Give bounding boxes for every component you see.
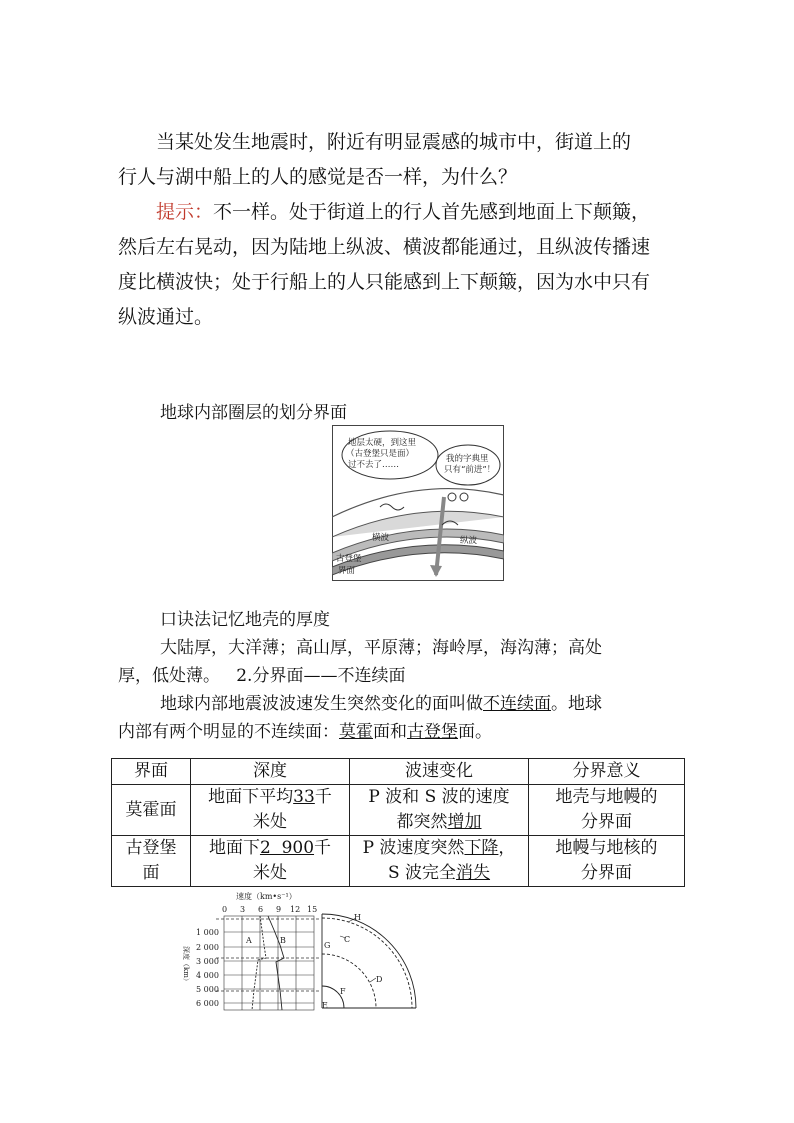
- layer-label-d: D: [376, 975, 383, 984]
- hint-line: 然后左右晃动，因为陆地上纵波、横波都能通过，且纵波传播速: [118, 236, 651, 258]
- table-cell: 古登堡 面: [112, 836, 191, 887]
- mnemonic-line: 地球内部地震波波速发生突然变化的面叫做不连续面。地球: [160, 694, 602, 714]
- table-header: 分界意义: [529, 759, 685, 785]
- bubble-left-text: （古登堡只是面）: [346, 449, 415, 459]
- x-tick: 6: [258, 905, 264, 914]
- section-title: 地球内部圈层的划分界面: [160, 403, 347, 423]
- mnemonic-line: 内部有两个明显的不连续面：莫霍面和古登堡面。: [118, 722, 492, 742]
- y-tick: 2 000: [196, 943, 219, 952]
- mnemonic-title: 口诀法记忆地壳的厚度: [160, 610, 330, 630]
- table-cell: P 波和 S 波的速度 都突然增加: [350, 785, 529, 836]
- layer-label-g: G: [324, 941, 331, 950]
- x-tick: 15: [307, 905, 318, 914]
- table-header-row: [112, 759, 685, 785]
- bubble-left-text: 过不去了……: [348, 460, 400, 470]
- table-cell: 地幔与地核的 分界面: [529, 836, 685, 887]
- label-heng: 横波: [372, 533, 390, 543]
- blank-answer: 莫霍: [339, 722, 373, 742]
- bubble-right-text: 我的字典里: [446, 454, 489, 464]
- table-cell: 地面下平均33千 米处: [191, 785, 350, 836]
- layer-label-f: F: [340, 987, 346, 996]
- table-header: 界面: [112, 759, 191, 785]
- table-header: 深度: [191, 759, 350, 785]
- table-row: [112, 785, 685, 836]
- y-tick: 3 000: [196, 957, 219, 966]
- question-line: 当某处发生地震时，附近有明显震感的城市中，街道上的: [156, 131, 632, 153]
- bubble-left-text: 地层太硬，到这里: [348, 438, 417, 448]
- y-tick: 1 000: [196, 928, 219, 937]
- label-boundary: 界面: [338, 566, 356, 576]
- hint-line: 提示：不一样。处于街道上的行人首先感到地面上下颠簸，: [156, 201, 651, 223]
- x-tick: 12: [290, 905, 301, 914]
- mnemonic-paragraph: [118, 606, 678, 746]
- table-row: [112, 836, 685, 887]
- table-header: 波速变化: [350, 759, 529, 785]
- seismic-velocity-diagram: [176, 890, 420, 1012]
- table-cell: 地壳与地幔的 分界面: [529, 785, 685, 836]
- question-paragraph: [118, 125, 678, 335]
- hint-label: 提示：: [156, 201, 214, 223]
- label-boundary: 古登堡: [336, 554, 362, 564]
- question-line: 行人与湖中船上的人的感觉是否一样，为什么？: [118, 166, 518, 188]
- y-axis-title: 深度（km）: [182, 946, 190, 985]
- table-cell: P 波速度突然下降， S 波完全消失: [350, 836, 529, 887]
- y-tick: 5 000: [196, 985, 219, 994]
- discontinuity-table: [111, 758, 685, 887]
- mnemonic-line: 大陆厚，大洋薄；高山厚，平原薄；海岭厚，海沟薄；高处: [160, 638, 602, 658]
- subheading: 2.分界面——不连续面: [236, 666, 406, 686]
- label-zong: 纵波: [460, 536, 478, 546]
- axis-title: 速度（km•s⁻¹）: [236, 892, 297, 901]
- mnemonic-line: 厚，低处薄。 2.分界面——不连续面: [118, 666, 406, 686]
- blank-answer: 古登堡: [407, 722, 458, 742]
- layer-label-h: H: [354, 913, 361, 922]
- x-tick: 9: [276, 905, 282, 914]
- hint-line: 纵波通过。: [118, 306, 214, 328]
- bubble-right-text: 只有“前进”！: [444, 465, 496, 475]
- x-tick: 3: [240, 905, 246, 914]
- layer-label-c: C: [344, 935, 351, 944]
- hint-line: 度比横波快；处于行船上的人只能感到上下颠簸，因为水中只有: [118, 271, 651, 293]
- blank-answer: 不连续面: [483, 694, 551, 714]
- y-tick: 4 000: [196, 971, 219, 980]
- curve-label-b: B: [280, 936, 286, 945]
- table-cell: 莫霍面: [112, 785, 191, 836]
- layer-label-e: E: [322, 1001, 328, 1010]
- y-tick: 6 000: [196, 999, 219, 1008]
- x-tick: 0: [222, 905, 228, 914]
- seismic-wave-cartoon: [332, 425, 504, 581]
- curve-label-a: A: [246, 936, 252, 945]
- table-cell: 地面下2 900千 米处: [191, 836, 350, 887]
